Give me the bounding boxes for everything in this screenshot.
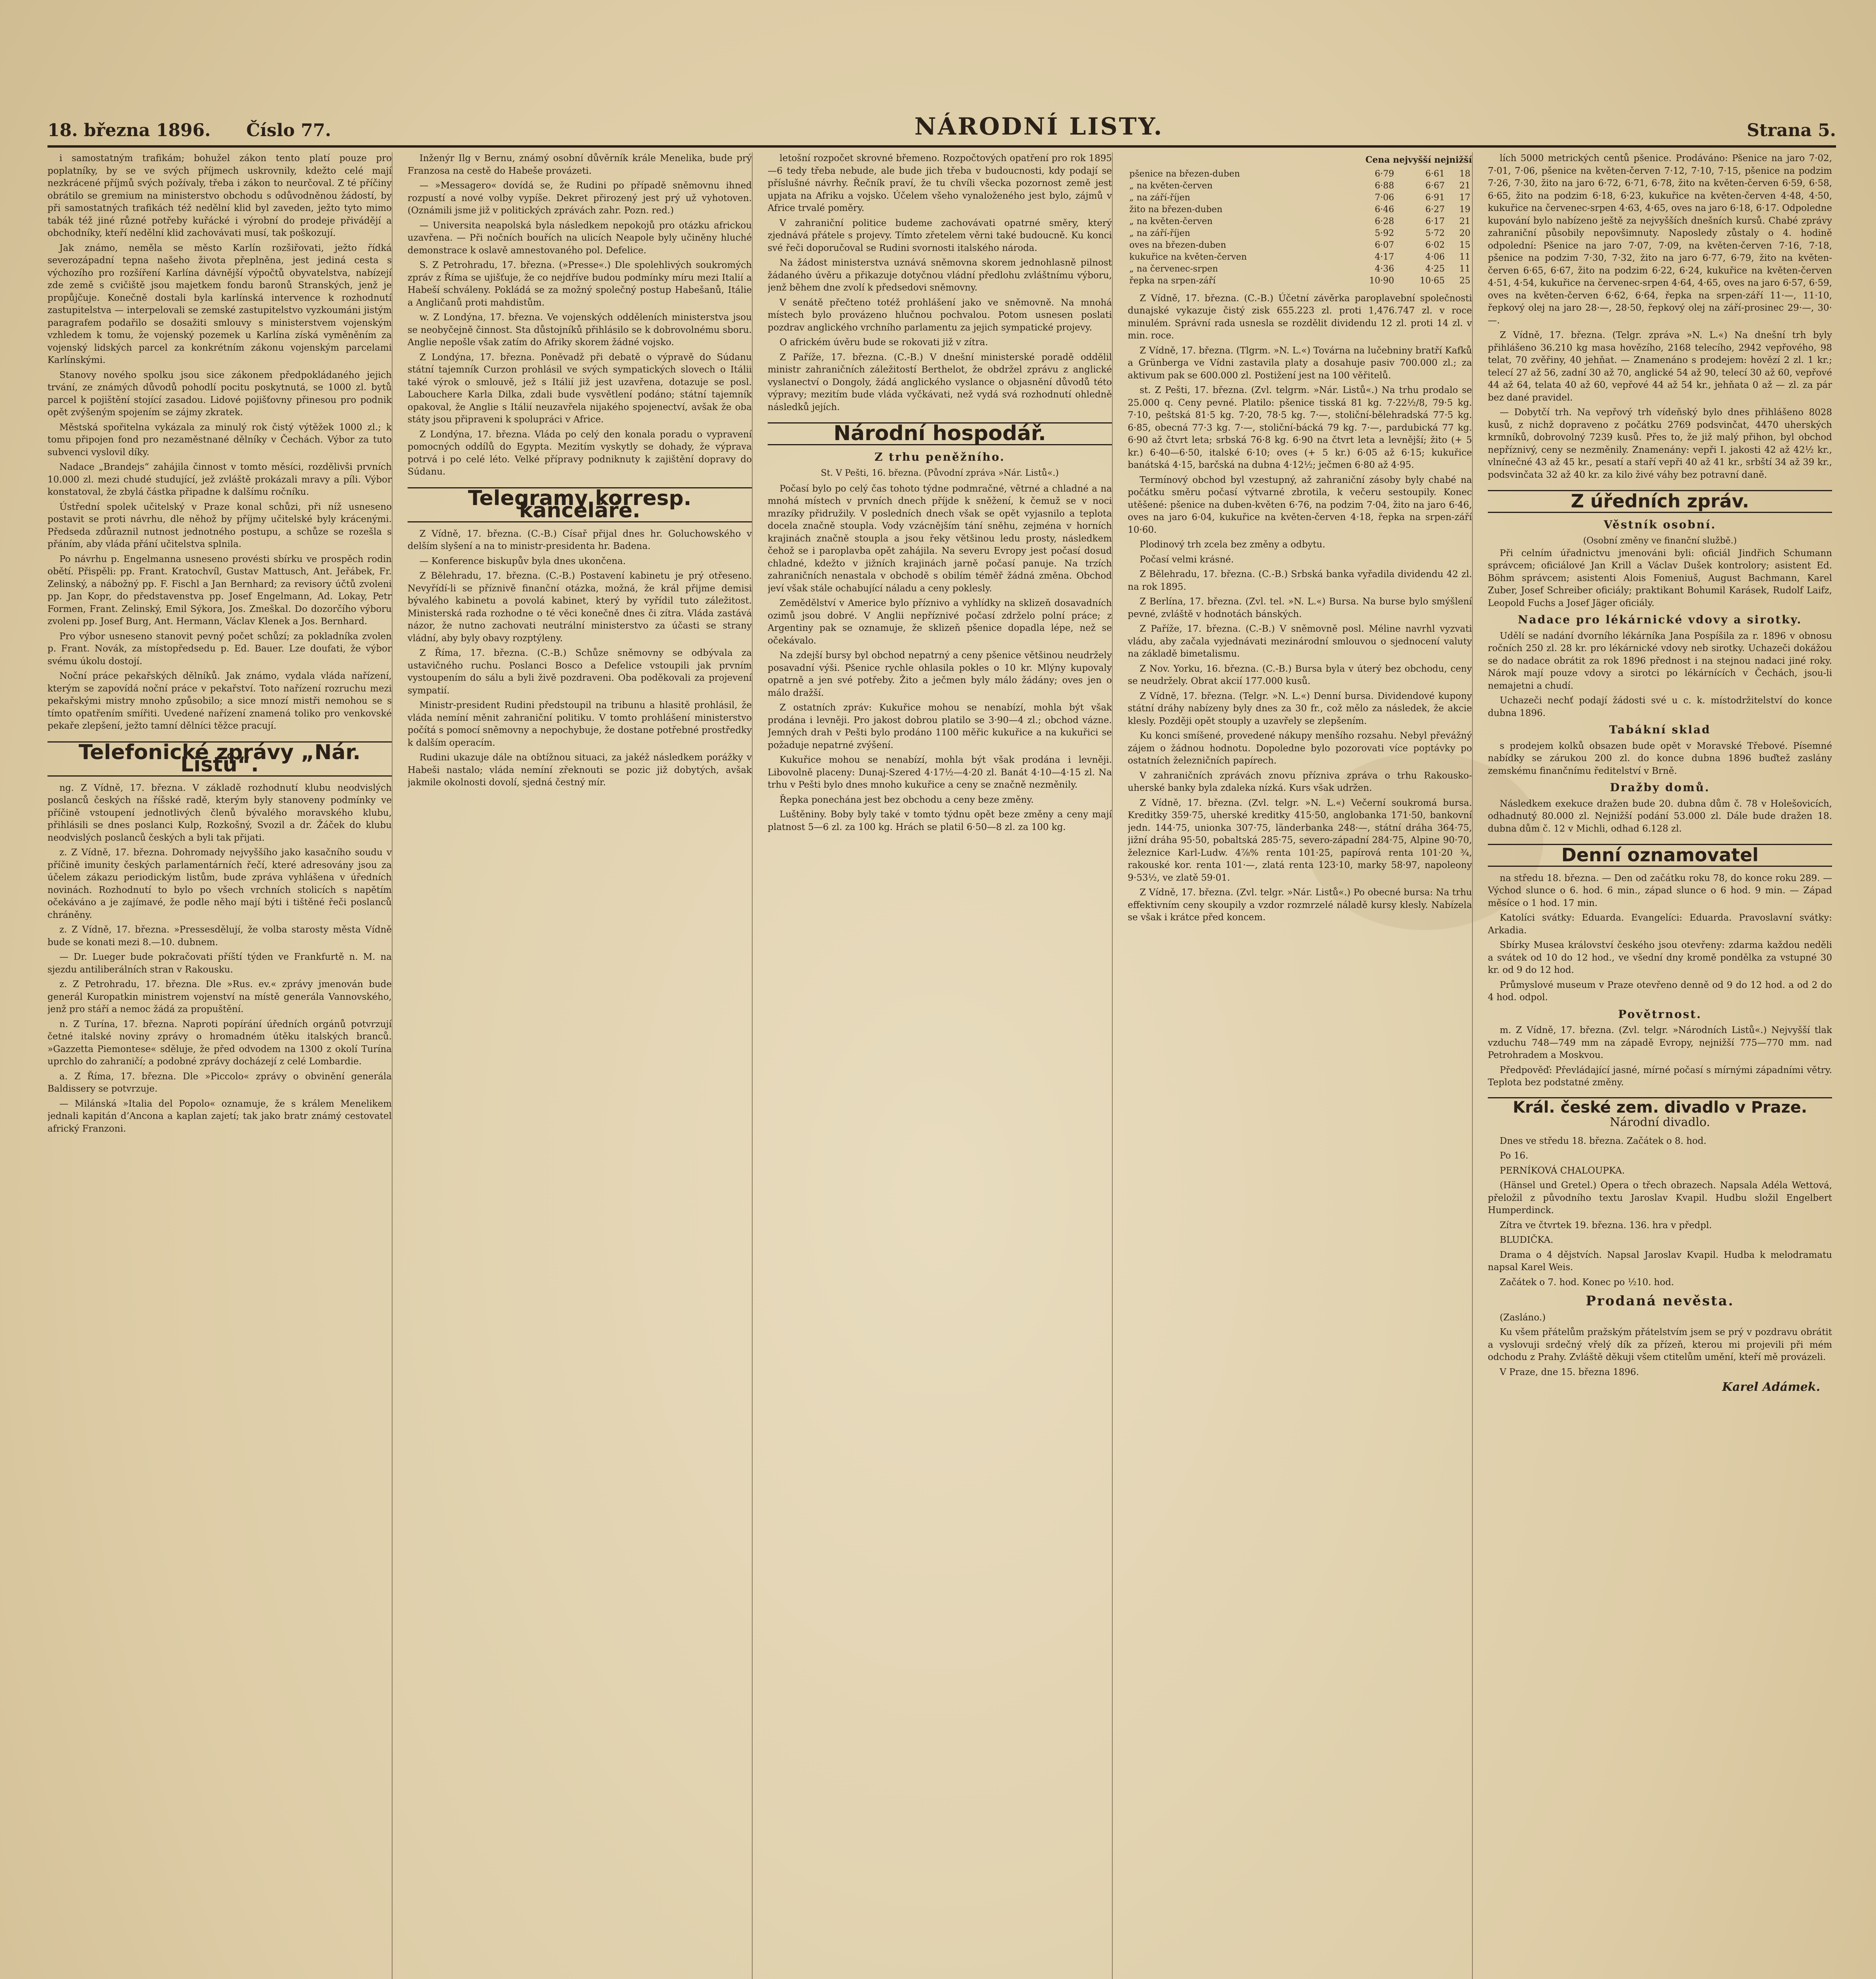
market-report: Z Vídně, 17. března. (Zvl. telgr. »Nár. Listů«.) Po obecné bursa: Na trhu effektivním ceny skoupily a vzdor rozmrzelé náladě kursy klesly. Nabízela se však i krátce před koncem. [1128,887,1472,923]
price-value: 6·67 [1425,180,1445,191]
market-report: Z Vídně, 17. března. (Tlgrm. »N. L.«) Továrna na lučebniny bratří Kafků a Grünberga ve Vídni zastavila platy a dosahuje pasiv 700.000 zl.; za aktivum pak se 600.000 zl. Postižení jest na 100 věřitelů. [1128,345,1472,381]
market-report: Z Paříže, 17. března. (C.-B.) V sněmovně posl. Méline navrhl vyzvati vládu, aby začala vyjednávati mezinárodní smlouvou o sjednocení valuty na základě bimetalismu. [1128,624,1472,659]
market-report: Z Vídně, 17. března. (Zvl. telgr. »N. L.«) Večerní soukromá bursa. Kreditky 359·75, uherské kreditky 415·50, anglobanka 171·50, bankovní jedn. 144·75, unionka 307·75, länderbanka 248·—, státní dráha 364·75, jižní dráha 95·50, pobaltská 285·75, severo-západní 284·75, Alpine 90·70, železnice Karl-Ludw. 4⅞% renta 101·25, papírová renta 101·20 ¾, rakouské kor. renta 101·—, zlatá renta 123·10, marky 58·97, napoleony 9·53½, ve zlatě 59·01. [1128,798,1472,883]
price-row [1128,251,1472,263]
price-value: 6·88 [1375,180,1394,191]
newspaper-title: NÁRODNÍ LISTY. [914,113,1164,141]
commodity-name: „ na září-říjen [1129,228,1190,238]
subsection-foundation: Nadace pro lékárnické vdovy a sirotky. [1517,613,1802,626]
theatre-subtitle: Národní divadlo. [1610,1115,1710,1129]
economy-paragraph: Z ostatních zpráv: Kukuřice mohou se nenabízí, mohla být však prodána i levněji. Pro jakost dobrou platilo se 3·90—4 zl.; obchod vázne. Jemných drah v Pešti bylo prodáno 1100 měřic kukuřice a na kukuřici se požaduje nepatrné zvýšení. [768,703,1112,750]
subsection-tobacco: Tabákní sklad [1609,723,1711,736]
commodity-name: pšenice na březen-duben [1129,169,1240,179]
news-item: Z Londýna, 17. března. Poněvadž při debatě o výpravě do Súdanu státní tajemník Curzon prohlásil ve svých sympatických slovech o Itálii také výrok o smlouvě, jež s Itálií již jest uzavřena, dotazuje se posl. Labouchere Karla Dilka, zdali bude vysvětlení podáno; státní tajemník opakoval, že Anglie s Itálií neuzavřela nijakého spojenectví, avšak že oba státy jsou připraveni k spolupráci v Africe. [408,352,752,425]
price-row [1128,204,1472,216]
price-value: 21 [1459,216,1470,226]
news-item: — Dr. Lueger bude pokračovati příští týden ve Frankfurtě n. M. na sjezdu antiliberálních stran v Rakousku. [47,952,392,975]
market-report: Z Berlína, 17. března. (Zvl. tel. »N. L.«) Bursa. Na burse bylo smýšlení pevné, zvláště v hodnotách bánských. [1128,596,1472,619]
commodity-name: „ na květen-červen [1129,180,1213,191]
news-item: Ministr-president Rudini předstoupil na tribunu a hlasitě prohlásil, že vláda nemíní měnit zahraniční politiku. V tomto prohlášení ministerstvo počítá s pomocí sněmovny a nepochybuje, že dostane potřebné prostředky k dalším operacím. [408,700,752,748]
subsection-personal: Věstník osobní. [1603,518,1717,531]
price-value: 5·72 [1425,228,1445,238]
price-value: 11 [1459,252,1470,262]
news-item: Na žádost ministerstva uznává sněmovna skorem jednohlasně pilnost žádaného úvěru a přikazuje dotyčnou vládní předlohu zvláštnímu výboru, jenž během dne zvolí k předsedovi sněmovny. [768,258,1112,293]
weather-report: Předpověď: Převládající jasné, mírné počasí s mírnými západními větry. Teplota bez podstatné změny. [1488,1065,1832,1088]
news-item: Inženýr Ilg v Bernu, známý osobní důvěrník krále Menelika, bude prý Franzosa na cestě do Habeše provázeti. [408,153,752,176]
price-value: 25 [1459,275,1470,286]
section-title-daily: Denní oznamovatel [1488,844,1832,867]
news-item: a. Z Říma, 17. března. Dle »Piccolo« zprávy o obvinění generála Baldissery se potvrzuje. [47,1071,392,1094]
news-item: V senátě přečteno totéž prohlášení jako ve sněmovně. Na mnohá místech bylo provázeno hlučnou pochvalou. Potom usnesen poslati pozdrav anglického vrchního parlamentu za jejich sympatické projevy. [768,297,1112,333]
article-paragraph: Městská spořitelna vykázala za minulý rok čistý výtěžek 1000 zl.; k tomu připojen fond pro nezaměstnané dělníky v Čechách. Výbor za tuto subvenci vyslovil díky. [47,422,392,458]
price-value: 6·27 [1425,204,1445,215]
price-row [1128,275,1472,287]
price-value: 18 [1459,169,1470,179]
news-item: z. Z Petrohradu, 17. března. Dle »Rus. ev.« zprávy jmenován bude generál Kuropatkin ministrem vojenství na místě generála Vannovského, jenž pro stáří a nemoc žádá za propuštění. [47,979,392,1014]
weather-report: m. Z Vídně, 17. března. (Zvl. telgr. »Národních Listů«.) Nejvyšší tlak vzduchu 748—749 mm na západě Evropy, nejnižší 775—770 mm. nad Petrohradem a Moskvou. [1488,1025,1832,1060]
price-value: 10·90 [1369,275,1394,286]
article-paragraph: Pro výbor usneseno stanovit pevný počet schůzí; za pokladníka zvolen p. Frant. Novák, za místopředsedu p. Ed. Bauer. Lze doufati, že výbor svému úkolu dostojí. [47,631,392,667]
article-columns [47,152,1836,1979]
market-report: st. Z Pešti, 17. března. (Zvl. telgrm. »Nár. Listů«.) Na trhu prodalo se 25.000 q. Ceny pevné. Platilo: pšenice tisská 81 kg. 7·22½/8, 79·5 kg. 7·10, peštská 81·5 kg. 7·20, 78·5 kg. 7·—, stoliční-bělehradská 77·5 kg. 6·85, obecná 77·3 kg. 7·—, stoliční-bácká 79 kg. 7·—, pardubická 77 kg. 6·90 až čtvrt leta; srbská 76·8 kg. 6·90 na čtvrt leta a levnější; žito (+ 5 kr.) 6·40—6·50, italské 6·10; oves (+ 5 kr.) 6·05 až 6·15; kukuřice banátská 4·15, barčská na dubna 4·12½; ječmen 6·80 až 4·95. [1128,385,1472,470]
economy-paragraph: Počasí bylo po celý čas tohoto týdne podmračné, větrné a chladné a na mnohá místech v prvních dnech příjde k sněžení, k čemuž se v noci mrazíky přidružily. V posledních dnech však se opět vyjasnilo a teplota docela značně stoupla. Vody vzácnějším tání sněhu, zejména v horních krajinách značně stoupla a jsou řeky většinou ledu prosty, následkem čehož se i paroplavba opět zahájila. Na severu Evropy jest počasí dosud chladné, kdežto v jižních krajinách jarně počasí panuje. Na trzích zahraničních nenastala v obchodě s obilím téměř žádná změna. Obchod jeví však stále ochabující náladu a ceny poklesly. [768,483,1112,594]
price-value: 6·02 [1425,240,1445,250]
commodity-name: řepka na srpen-září [1129,275,1216,286]
official-notice: s prodejem kolků obsazen bude opět v Moravské Třebové. Písemné nabídky se zárukou 200 zl. do konce dubna 1896 buďtež zaslány zemskému finančnímu ředitelství v Brně. [1488,741,1832,776]
price-value: 7·06 [1375,192,1394,203]
price-value: 15 [1459,240,1470,250]
market-report: Ku konci smíšené, provedené nákupy menšího rozsahu. Nebyl převážný zájem o žádnou hodnotu. Dopoledne bylo pozorovati více poptávky po ostatních železničních papírech. [1128,731,1472,766]
byline: St. V Pešti, 16. března. (Původní zpráva »Nár. Listů«.) [821,468,1059,478]
article-paragraph: Nadace „Brandejs“ zahájila činnost v tomto měsíci, rozdělivši prvních 10.000 zl. mezi chudé studující, jež zvláště prokázali mravy a píli. Výbor konstatoval, že zbylá částka připadne k dalšímu ročníku. [47,462,392,497]
column-1 [47,152,393,1979]
section-title-telegrams: Telegramy korresp. kanceláře. [408,487,752,522]
theatre-line: (Hänsel und Gretel.) Opera o třech obrazech. Napsala Adéla Wettová, přeložil z původního textu Jaroslav Kvapil. Hudbu složil Engelbert Humperdinck. [1488,1180,1832,1216]
economy-paragraph: Na zdejší bursy byl obchod nepatrný a ceny pšenice většinou neudržely posavadní výši. Pšenice rychle ohlasila pokles o 10 kr. Mlýny kupovaly opatrně a jen své potřeby. Žito a ječmen byly málo žádány; oves jen o málo dražší. [768,650,1112,698]
theatre-line: Dnes ve středu 18. března. Začátek o 8. hod. [1500,1136,1707,1146]
price-value: 4·06 [1425,252,1445,262]
price-value: 6·79 [1375,169,1394,179]
issue-number: Číslo 77. [246,120,331,141]
theatre-line: Začátek o 7. hod. Konec po ½10. hod. [1500,1277,1674,1288]
price-value: 6·17 [1425,216,1445,226]
theatre-line: Zítra ve čtvrtek 19. března. 136. hra v předpl. [1500,1220,1712,1231]
news-item: Z Vídně, 17. března. (C.-B.) Císař přijal dnes hr. Goluchowského v delším slyšení a na to ministr-presidenta hr. Badena. [408,528,752,551]
price-table [1128,168,1472,287]
price-row [1128,216,1472,228]
price-value: 4·36 [1375,264,1394,274]
notice-paragraph: Ku všem přátelům pražským přátelstvím jsem se prý v pozdravu obrátit a vyslovuji srdečný vřelý dík za přízeň, kterou mi projevili při mém odchodu z Prahy. Zvláště děkuji všem ctitelům umění, kteří mě provázeli. [1488,1327,1832,1362]
news-item: V zahraniční politice budeme zachovávati opatrné směry, který zjednává přátele s projevy. Tímto zřetelem věrni také budoucně. Ku konci své řeči doporučoval se Rudini svornosti italského národa. [768,218,1112,253]
price-value: 6·61 [1425,169,1445,179]
column-4 [1128,152,1473,1979]
subsection-personal-note: (Osobní změny ve finanční službě.) [1583,536,1737,546]
subsection-weather: Povětrnost. [1618,1007,1702,1021]
daily-notice: Průmyslové museum v Praze otevřeno denně od 9 do 12 hod. a od 2 do 4 hod. odpol. [1488,980,1832,1003]
article-paragraph: Ústřední spolek učitelský v Praze konal schůzi, při níž usneseno postavit se proti návrhu, dle něhož by příjmy učitelské byly krácenými. Předseda zdůraznil nutnost jednotného postupu, a schůze se rozešla s přáním, aby vláda přání učitelstva splnila. [47,501,392,549]
economy-paragraph: Zemědělství v Americe bylo příznivo a vyhlídky na sklizeň dosavadních ozimů jsou dobré. V Anglii nepříznivé počasí zdrželo polní práce; z Argentiny pak se oznamuje, že sklizeň pšenice dopadla lépe, než se očekávalo. [768,598,1112,646]
commodity-name: „ na červenec-srpen [1129,264,1218,274]
market-report: Plodinový trh zcela bez změny a odbytu. [1140,539,1326,550]
market-report: Z Vídně, 17. března. (C.-B.) Účetní závěrka paroplavební společnosti dunajské vykazuje čistý zisk 655.223 zl. proti 1,476.747 zl. v roce minulém. Správní rada usnesla se rozdělit dividendu 12 zl. proti 14 zl. v min. roce. [1128,293,1472,341]
market-report: lích 5000 metrických centů pšenice. Prodáváno: Pšenice na jaro 7·02, 7·01, 7·06, pšenice na květen-červen 7·12, 7·10, 7·15, pšenice na podzim 7·26, 7·30, žito na jaro 6·72, 6·71, 6·78, žito na květen-červen 6·59, 6·58, 6·65, žito na podzim 6·18, 6·23, kukuřice na květen-červen 4·48, 4·50, kukuřice na červenec-srpen 4·63, 4·65, oves na jaro 6·18, 6·17. Odpoledne kupování bylo nabízeno ještě za nejvyšších dnešních kursů. Chabé zprávy zahraniční působily nepovšimnuty. Naposledy zůstaly o 4. hodině odpolední: Pšenice na jaro 7·07, 7·09, na květen-červen 7·16, 7·18, pšenice na podzim 7·30, 7·32, žito na jaro 6·77, 6·79, žito na květen-červen 6·65, 6·67, žito na podzim 6·22, 6·24, kukuřice na květen-červen 4·51, 4·54, kukuřice na červenec-srpen 4·64, 4·65, oves na jaro 6·57, 6·59, oves na květen-červen 6·62, 6·64, řepka na srpen-září 11·—, 11·10, řepkový olej na jaro 28·—, 28·50, řepkový olej na září-prosinec 29·—, 30·—. [1488,153,1832,326]
news-item: n. Z Turína, 17. března. Naproti popírání úředních orgánů potvrzují četné italské noviny zprávy o hromadném útěku italských branců. »Gazzetta Piemontese« sděluje, že před odvodem na 1300 z okolí Turína uprchlo do zahraničí; a podobné zprávy docházejí z celé Lombardie. [47,1019,392,1067]
news-item: ng. Z Vídně, 17. března. V základě rozhodnutí klubu neodvislých poslanců českých na říšské radě, kterým byly stanoveny podmínky ve příčině vstoupení jednotlivých členů bývalého moravského klubu, přihlásili se dnes poslanci Kulp, Rozkošný, Svozil a dr. Žáček do klubu neodvislých poslanců českých a byli tak přijati. [47,782,392,843]
notice-title: Prodaná nevěsta. [1586,1293,1734,1309]
price-row [1128,239,1472,251]
commodity-name: „ na květen-červen [1129,216,1213,226]
price-value: 4·25 [1425,264,1445,274]
market-report: — Dobytčí trh. Na vepřový trh vídeňský bylo dnes přihlášeno 8028 kusů, z nichž dopraveno z počátku 2769 podsvinčat, 4470 uherských krmníků, dobrovolný 7239 kusů. Přes to, že již malý přihon, byl obchod nepříznivý, ceny se nezměnily. Znamenány: vepři I. jakosti 42 až 42½ kr., vlnínečné 43 až 45 kr., pesatí a staří vepři 40 až 41 kr., srbští 34 až 39 kr., podsvinčata 32 až 40 kr. za kilo živé váhy bez potravní daně. [1488,407,1832,480]
page-header [47,105,1836,148]
market-report: V zahraničních zprávách znovu přízniva zpráva o trhu Rakousko-uherské banky byla zdaleka nízká. Kurs však udržen. [1128,770,1472,793]
news-item: z. Z Vídně, 17. března. Dohromady nejvyššího jako kasačního soudu v příčině imunity českých parlamentárních řečí, které adresovány jsou za účelem zákazu periodickým listům, bude zpráva vyhlášena v úředních novinách. Rozhodnutí to bylo po všech vrchních stolicích s napětím očekáváno a je zajímavé, že podle něho mají býti i tištěné řeči poslanců chráněny. [47,847,392,920]
official-notice: Následkem exekuce dražen bude 20. dubna dům č. 78 v Holešovicích, odhadnutý 80.000 zl. Nejnižší podání 53.000 zl. Dále bude dražen 18. dubna dům č. 12 v Michli, odhad 6.128 zl. [1488,798,1832,834]
commodity-name: kukuřice na květen-červen [1129,252,1247,262]
news-item: Z Bělehradu, 17. března. (C.-B.) Postavení kabinetu je prý otřeseno. Nevyřídí-li se příznivě finanční otázka, možná, že král přijme demisi bývalého kabinetu a povolá kabinet, který by vyřídil tuto záležitost. Ministerská rada rozhodne o té věci konečně dnes či zítra. Vláda zastává názor, že nutno zachovati neutrální ministerstvo za účasti se strany vládní, aby byly obavy rozptýleny. [408,571,752,644]
news-item: Z Londýna, 17. března. Vláda po celý den konala poradu o vypravení pomocných oddílů do Egypta. Mezitím vyskytly se dohady, že výprava potrvá i po celé léto. Velké přípravy podniknuty k zajištění dopravy do Súdanu. [408,429,752,477]
price-value: 6·91 [1425,192,1445,203]
price-row [1128,263,1472,275]
economy-paragraph: Luštěniny. Boby byly také v tomto týdnu opět beze změny a ceny mají platnost 5—6 zl. za 100 kg. Hrách se platil 6·50—8 zl. za 100 kg. [768,809,1112,832]
article-paragraph: Po návrhu p. Engelmanna usneseno provésti sbírku ve prospěch rodin obětí. Přispěli: pp. Frant. Kratochvíl, Gustav Mattusch, Ant. Jeřábek, Fr. Zelinský, a nábožný pp. F. Fischl a Jan Bernhard; za revisory účtů zvoleni pp. Jan Kopr, do představenstva pp. Josef Engelmann, Ad. Lokay, Petr Formen, Frant. Zelinský, Emil Sýkora, Jos. Zmeškal. Do dozorčího výboru zvoleni pp. Josef Burg, Ant. Hermann, Václav Klenek a Jos. Bernhard. [47,554,392,627]
theatre-title: Král. české zem. divadlo v Praze. [1488,1097,1832,1114]
subsection-auctions: Dražby domů. [1610,781,1710,794]
theatre-line: BLUDIČKA. [1500,1235,1554,1245]
official-notice: Při celním úřadnictvu jmenováni byli: oficiál Jindřich Schumann správcem; oficiálové Jan Krill a Václav Dušek kontrolory; asistent Ed. Böhm správcem; asistenti Alois Fomeniuš, August Bachmann, Karel Zuber, Josef Schreiber oficiály; praktikant Bohumil Karásek, Rudolf Laifz, Leopold Fuchs a Josef Jäger oficiály. [1488,548,1832,608]
article-paragraph: Noční práce pekařských dělníků. Jak známo, vydala vláda nařízení, kterým se zapovídá noční práce v pekařství. Toto nařízení rozruchu mezi pekařskými mistry mnoho způsobilo; a sice mnozí mistři nemohou se s tímto opatřením smířiti. Uvedené nařízení znamená toliko pro venkovské pekaře zlepšení, ježto tamní dělníci těžce pracují. [47,671,392,731]
article-paragraph: Stanovy nového spolku jsou sice zákonem předpokládaného jejich trvání, ze známých důvodů pohodlí pocitu poskytnutá, se 1000 zl. bytů parcel k pojištění stojící zasadou. Lidové pojišťovny přinesou pro podnik opět zvýšeným spojením se zájmy zkratek. [47,370,392,418]
article-paragraph: Jak známo, neměla se město Karlín rozšiřovati, ježto řídká severozápadní tepna našeho života přeplněna, jest jediná cesta s výchozího pro rozšíření Karlína dávnější výpočtů obyvatelstva, nabízejí zde země s cvičiště jsou majetkem fondu baronů Stranských, jenž je propůjčuje. Konečně dostali byla karlínská intervence k rozhodnutí zastupitelstva — interpelovali se zemské zastupitelstvo vyzkoumáni jistým paragrafem podařilo se dosažiti smlouvy s ministerstvem vojenským vzhledem k tomu, že vojenský pozemek u Karlína získá vyměněním za vojenský lidských parcel za konkrétním zákonu vojenským parcelami Karlínskými. [47,243,392,365]
price-row [1128,228,1472,239]
price-value: 11 [1459,264,1470,274]
price-value: 5·92 [1375,228,1394,238]
column-3 [768,152,1113,1979]
theatre-line: Po 16. [1500,1151,1529,1161]
news-item: letošní rozpočet skrovné břemeno. Rozpočtových opatření pro rok 1895—6 tedy třeba nebude, ale bude jich třeba v budoucnosti, kdy podají se příslušné návrhy. Řečník praví, že tu chvíli všecka pozornost země jest upjata na Afriku a vojsko. Účelem všeho vynaloženého jest bylo, zájmů v Africe trvalé poměry. [768,153,1112,213]
news-item: O africkém úvěru bude se rokovati již v zítra. [780,337,988,348]
price-row [1128,168,1472,180]
section-title-economy: Národní hospodář. [768,422,1112,445]
commodity-name: oves na březen-duben [1129,240,1226,250]
price-value: 6·28 [1375,216,1394,226]
section-title-official: Z úředních zpráv. [1488,490,1832,513]
economy-paragraph: Řepka ponechána jest bez obchodu a ceny beze změny. [780,794,1034,805]
news-item: Rudini ukazuje dále na obtížnou situaci, za jakéž následkem porážky v Habeši nastalo; vláda nemíní zřeknouti se pozic již dobytých, avšak jakmile okolnosti dovolí, sjedná čestný mír. [408,752,752,788]
page-number: Strana 5. [1747,120,1836,141]
issue-date: 18. března 1896. [47,120,211,141]
price-value: 21 [1459,180,1470,191]
daily-notice: na středu 18. března. — Den od začátku roku 78, do konce roku 289. — Východ slunce o 6. hod. 6 min., západ slunce o 6 hod. 9 min. — Západ měsíce o 1 hod. 17 min. [1488,873,1832,908]
price-value: 19 [1459,204,1470,215]
market-report: Z Vídně, 17. března. (Telgr. zpráva »N. L.«) Na dnešní trh byly přihlášeno 36.210 kg masa hovězího, 2168 telecího, 2942 vepřového, 98 telat, 70 zvěřiny, 40 jehňat. — Znamenáno s prodejem: hovězí 2 zl. 1 kr.; telecí 27 až 56, zadní 30 až 70, anglické 54 až 90, telecí 30 až 60, vepřové 44 až 64, telata 40 až 60, vepřové 44 až 54 kr., jehňata 0 až — zl. za pár bez dané pravidel. [1488,330,1832,403]
article-paragraph: i samostatným trafikám; bohužel zákon tento platí pouze pro poplatníky, by se ve svých příjmech uskrovnily, kdežto celé mají nezkrácené příjmů svých požívaly, třeba i zákon to neurčoval. Z té příčiny obrátilo se gremium na ministerstvo obchodu s odůvodněnou žádostí, by při samostatných trafikách též nedělní klid byl zaveden, ježto tyto mimo tabák též jiné různé potřeby kuřácké i výrobní do prodeje přivádějí a obchodníky, kteří nedělní klid zachovávati musí, tak poškozují. [47,153,392,238]
theatre-line: Drama o 4 dějstvích. Napsal Jaroslav Kvapil. Hudba k melodramatu napsal Karel Weis. [1488,1250,1832,1272]
price-value: 17 [1459,192,1470,203]
news-item: — Universita neapolská byla následkem nepokojů pro otázku africkou uzavřena. — Při nočních bouřích na ulicích Neapole byly učiněny hluché demonstrace k oslavě amnestovaného pol. Defelice. [408,220,752,256]
news-item: z. Z Vídně, 17. března. »Pressesdělují, že volba starosty města Vídně bude se konati mezi 8.—10. dubnem. [47,925,392,948]
market-report: Počasí velmi krásné. [1140,554,1234,565]
market-report: Z Vídně, 17. března. (Telgr. »N. L.«) Denní bursa. Dividendové kupony státní dráhy nabízeny byly dnes za 30 fr., což mělo za následek, že akcie klesly. Později opět stouply a uzavřely se zlepšením. [1128,691,1472,726]
theatre-line: PERNÍKOVÁ CHALOUPKA. [1500,1165,1625,1176]
news-item: — »Messagero« dovídá se, že Rudini po případě sněmovnu ihned rozpustí a nové volby vypíše. Dekret přirozený jest prý už vyhotoven. (Oznámili jsme již v politických zprávách zahr. Pozn. red.) [408,180,752,216]
price-value: 4·17 [1375,252,1394,262]
price-value: 6·46 [1375,204,1394,215]
price-row [1128,180,1472,192]
official-notice: Udělí se nadání dvorního lékárníka Jana Pospíšila za r. 1896 v obnosu ročních 250 zl. 28 kr. pro lékárnické vdovy neb sirotky. Uchazeči dokážou se do nadace obrátit za rok 1896 přednost i na stejnou nadaci jiné roky. Nárok mají pouze vdovy a sirotci po lékárnících v Čechách, jsou-li nemajetni a chudí. [1488,631,1832,691]
column-5 [1488,152,1832,1979]
commodity-name: „ na září-říjen [1129,192,1190,203]
subsection-money-market: Z trhu peněžního. [874,450,1005,463]
daily-notice: Sbírky Musea království českého jsou otevřeny: zdarma každou neděli a svátek od 10 do 12 hod., ve všední dny kromě pondělka za vstupné 30 kr. od 9 do 12 hod. [1488,940,1832,975]
daily-notice: Katolíci svátky: Eduarda. Evangelíci: Eduarda. Pravoslavní svátky: Arkadia. [1488,913,1832,936]
notice-paragraph: (Zasláno.) [1500,1312,1546,1323]
commodity-name: žito na březen-duben [1129,204,1223,215]
market-report: Z Bělehradu, 17. března. (C.-B.) Srbská banka vyřadila dividendu 42 zl. na rok 1895. [1128,569,1472,592]
economy-paragraph: Kukuřice mohou se nenabízí, mohla být však prodána i levněji. Libovolně placeny: Dunaj-Szered 4·17½—4·20 zl. Banát 4·10—4·15 zl. Na trhu v Pešti bylo dnes mnoho kukuřice a ceny se značně nezměnily. [768,755,1112,790]
market-report: Z Nov. Yorku, 16. března. (C.-B.) Bursa byla v úterý bez obchodu, ceny se neudržely. Obrat akcií 177.000 kusů. [1128,663,1472,686]
news-item: — Konference biskupův byla dnes ukončena. [419,556,626,566]
notice-paragraph: V Praze, dne 15. března 1896. [1500,1367,1639,1377]
notice-signature: Karel Adámek. [1722,1380,1820,1394]
news-item: Z Paříže, 17. března. (C.-B.) V dnešní ministerské poradě oddělil ministr zahraničních záležitostí Berthelot, že obdržel zprávu z anglické vyslanectví o Dongoly, žádá anglického vyslance o objasnění důvodů této výpravy; mezitím bude vláda vyčkávati, než vydá svá rozhodnutí ohledně následků jejích. [768,352,1112,412]
news-item: S. Z Petrohradu, 17. března. (»Presse«.) Dle spolehlivých soukromých zpráv z Říma se ujišťuje, že co nejdříve budou podmínky míru mezi Italií a Habeší schváleny. Pokládá se za možný společný postup Habešanů, Itálie a Angličanů proti mahdistům. [408,260,752,308]
price-row [1128,192,1472,204]
price-value: 10·65 [1420,275,1445,286]
official-notice: Uchazeči nechť podají žádosti své u c. k. místodržitelství do konce dubna 1896. [1488,695,1832,718]
section-title-telephone: Telefonické zprávy „Nár. Listů“. [47,741,392,777]
price-table-header: Cena nejvyšší nejnižší [1365,155,1472,165]
price-value: 20 [1459,228,1470,238]
market-report: Termínový obchod byl vzestupný, až zahraniční zásoby byly chabé na počátku směru počasí výtvarné zbrotila, k večeru sestoupily. Konec utěšené: pšenice na duben-květen 6·76, na podzim 7·04, žito na jaro 6·46, oves na jaro 6·04, kukuřice na květen-červen 4·18, řepka na srpen-září 10·60. [1128,475,1472,535]
price-value: 6·07 [1375,240,1394,250]
news-item: w. Z Londýna, 17. března. Ve vojenských odděleních ministerstva jsou se neobyčejně činnost. Sta důstojníků přihlásilo se k dobrovolnému sboru. Anglie nepošle však zatím do Afriky skorem žádné vojsko. [408,312,752,348]
news-item: — Milánská »Italia del Popolo« oznamuje, že s králem Menelikem jednali kapitán d’Ancona a kaplan zajetí; tak jako bratr známý cestovatel africký Franzoni. [47,1098,392,1134]
column-2 [408,152,753,1979]
news-item: Z Říma, 17. března. (C.-B.) Schůze sněmovny se odbývala za ustavičného ruchu. Poslanci Bosco a Defelice vstoupili jak prvním vystoupením do sálu a byli živě pozdraveni. Oba poděkovali za projevení sympatií. [408,648,752,696]
